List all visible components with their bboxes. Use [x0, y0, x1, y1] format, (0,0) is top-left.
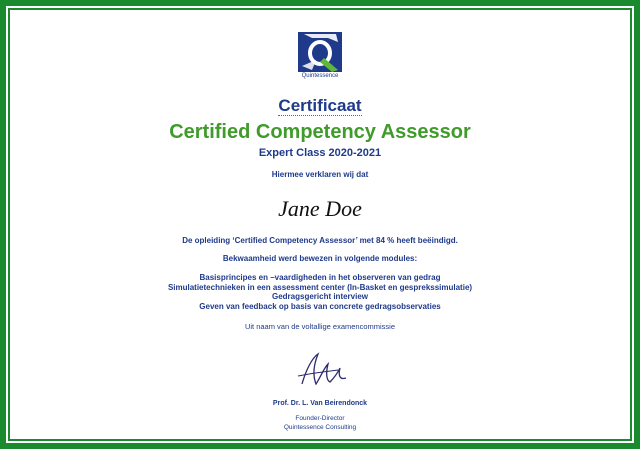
- signature-icon: [294, 350, 354, 392]
- module-item: Geven van feedback op basis van concrete gedragsobservaties: [199, 301, 441, 311]
- completion-text: De opleiding ‘Certified Competency Assessor’ met 84 % heeft beëindigd.: [182, 236, 458, 245]
- module-item: Gedragsgericht interview: [271, 292, 369, 301]
- quintessence-logo: [294, 32, 346, 86]
- declaration-text: Hiermee verklaren wij dat: [271, 170, 369, 179]
- signer-name: Prof. Dr. L. Van Beirendonck: [272, 400, 368, 407]
- signer-organization: Quintessence Consulting: [283, 424, 357, 431]
- logo-label: Quintessence: [301, 73, 339, 79]
- module-item: Basisprincipes en –vaardigheden in het observeren van gedrag: [199, 273, 441, 282]
- module-item: Simulatietechnieken in een assessment center (In-Basket en gesprekssimulatie): [167, 282, 473, 292]
- recipient-name: Jane Doe: [278, 196, 362, 221]
- committee-text: Uit naam van de voltallige examencommissie: [244, 322, 396, 331]
- signer-role: Founder-Director: [295, 415, 345, 422]
- signer-details: [0, 414, 640, 432]
- logo-mark-icon: [298, 32, 342, 72]
- certificate-title: Certificaat: [278, 96, 362, 115]
- certificate-headline: Certified Competency Assessor: [169, 121, 471, 143]
- certificate-subtitle: Expert Class 2020-2021: [258, 147, 382, 159]
- module-list: [0, 273, 640, 311]
- competence-intro: Bekwaamheid werd bewezen in volgende modules:: [222, 254, 418, 263]
